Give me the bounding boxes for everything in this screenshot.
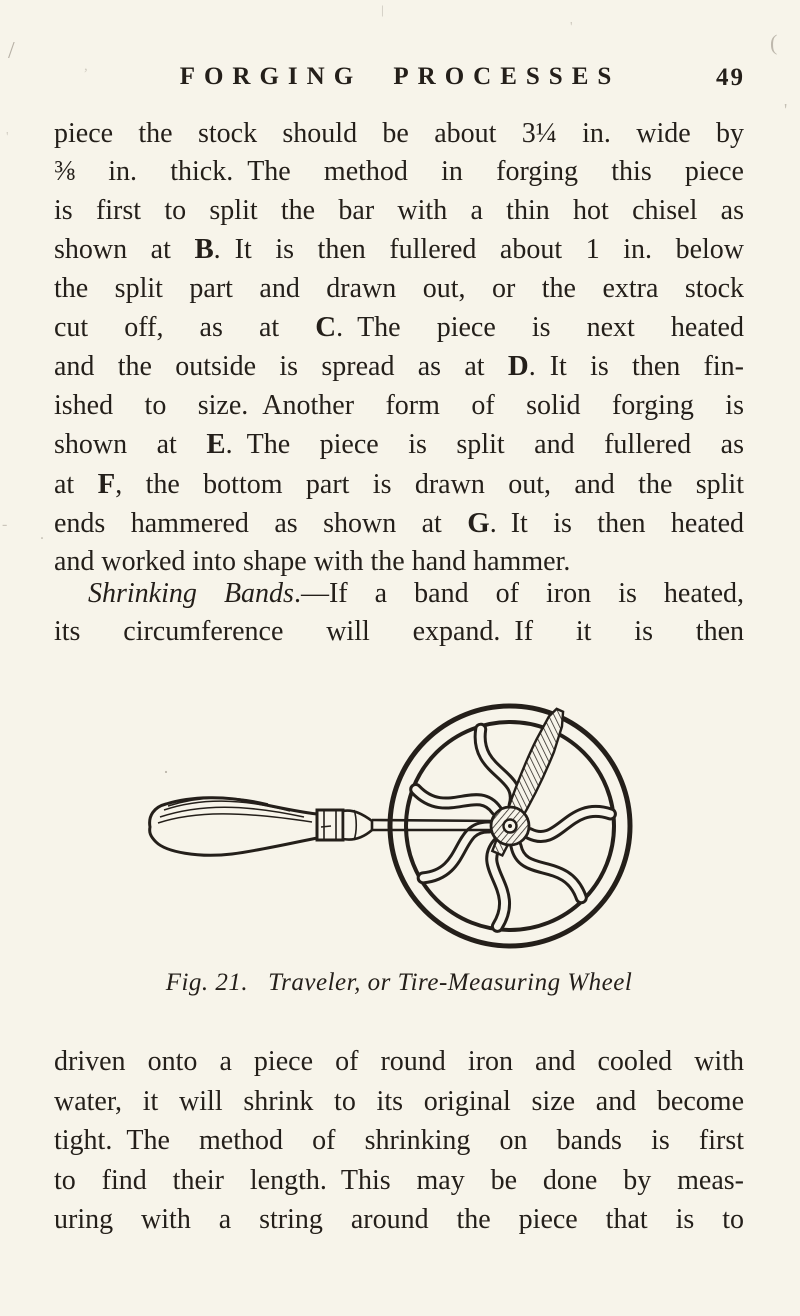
text-line: uring with a string around the piece that is to [54,1204,744,1236]
figure-label: Fig. 21. [165,969,249,996]
handle-neck [343,811,372,840]
text-line: is first to split the bar with a thin hot chisel as [54,194,744,226]
scan-artifact: ' [570,20,573,35]
text-line: Shrinking Bands.—If a band of iron is heated, [88,578,744,609]
wheel-hub [491,807,529,845]
text-line: at F, the bottom part is drawn out, and the split [54,467,744,500]
text-line: piece the stock should be about 3¼ in. wide by [54,118,744,149]
scan-artifact: · [163,762,169,782]
text-line: and worked into shape with the hand hammer. [54,546,571,578]
paragraph-shrinking-bands [54,575,744,652]
text-line: ends hammered as shown at G. It is then heated [54,507,744,540]
scan-artifact: - [2,516,8,533]
scan-artifact: | [381,2,384,17]
page-number: 49 [716,64,745,91]
scan-artifact: . [40,526,44,543]
figure-caption [54,966,744,1000]
text-line: tight. The method of shrinking on bands is first [54,1125,744,1157]
text-line: cut off, as at C. The piece is next heated [54,311,744,344]
text-line: ⅜ in. thick. The method in forging this piece [54,156,744,188]
text-line: and the outside is spread as at D. It is then fin- [54,350,744,383]
handle [150,798,372,856]
text-line: the split part and drawn out, or the extra stock [54,272,744,304]
scan-artifact: , [84,58,88,74]
scan-artifact: / [8,38,15,64]
figure-title: Traveler, or Tire-Measuring Wheel [268,969,633,996]
paragraph-forging-processes [54,115,744,582]
paragraph-shrinking-continued [54,1042,744,1240]
text-line: driven onto a piece of round iron and cooled with [54,1046,744,1077]
text-line: shown at B. It is then fullered about 1 in. below [54,233,744,266]
text-line: ished to size. Another form of solid forging is [54,389,744,421]
figure-traveler-wheel [140,680,660,962]
text-line: to find their length. This may be done by meas- [54,1164,744,1196]
text-line: water, it will shrink to its original size and become [54,1085,744,1117]
page-title: FORGING PROCESSES [179,63,621,90]
scan-artifact: ' [784,100,788,120]
scan-artifact: ' [6,130,9,145]
ferrule [317,810,343,840]
traveler-wheel-illustration [140,680,660,962]
text-line: shown at E. The piece is split and fullered as [54,428,744,461]
page-header [0,63,800,91]
scan-artifact: ( [770,30,778,55]
text-line: its circumference will expand. If it is then [54,616,744,648]
